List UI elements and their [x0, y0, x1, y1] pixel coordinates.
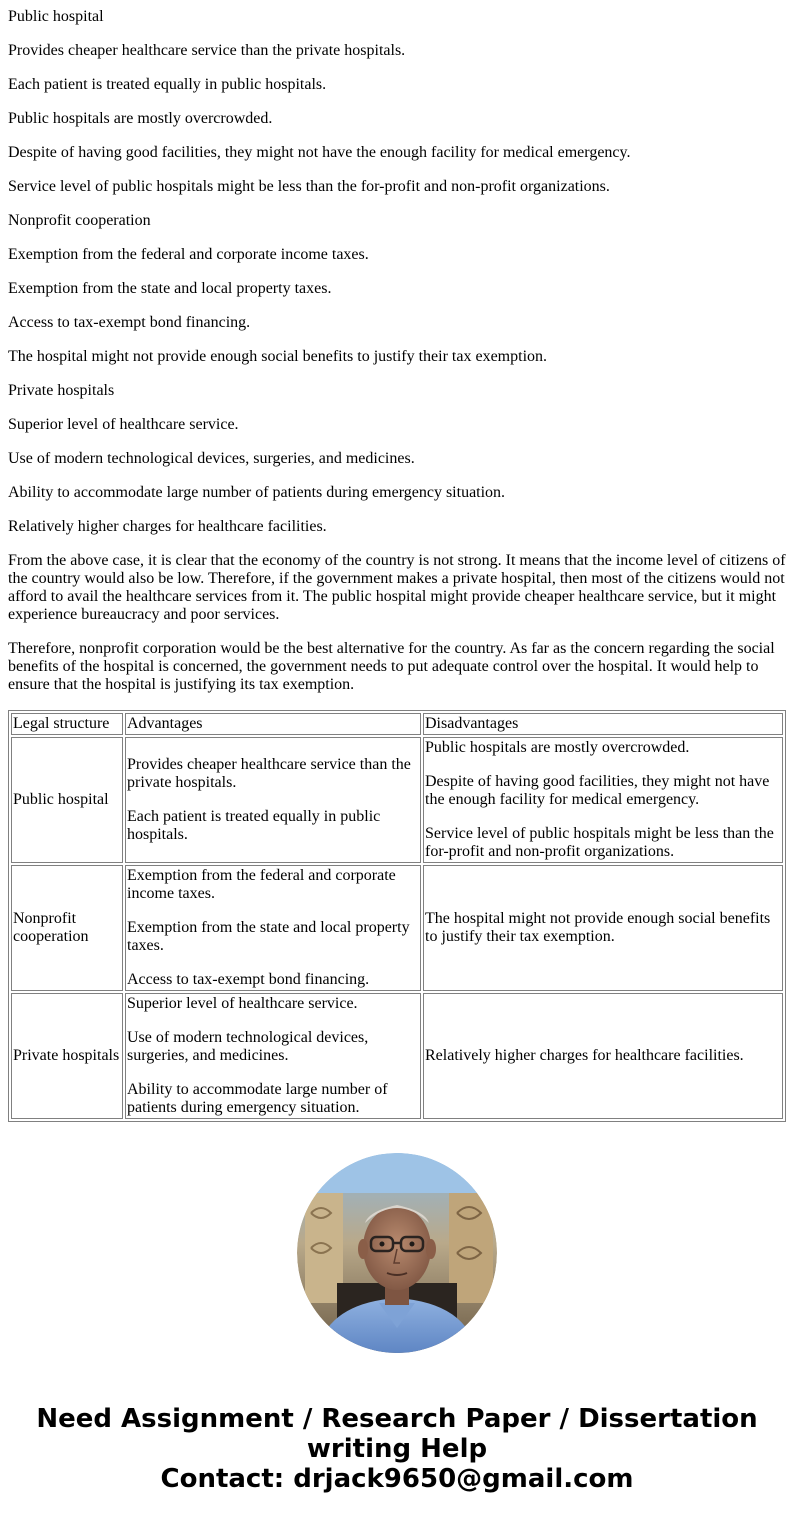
table-row — [11, 865, 783, 991]
paragraph: Despite of having good facilities, they might not have the enough facility for medical emergency. — [8, 144, 631, 161]
advantage-item: Provides cheaper healthcare service than the private hospitals. — [127, 756, 411, 791]
advantages-cell — [125, 993, 421, 1119]
table-header-cell: Disadvantages — [423, 713, 783, 735]
advantage-item: Superior level of healthcare service. — [127, 995, 358, 1012]
disadvantages-cell — [423, 993, 783, 1119]
contact-email: Contact: drjack9650@gmail.com — [160, 1464, 634, 1494]
advantage-item: Each patient is treated equally in public hospitals. — [127, 808, 381, 843]
table-header-cell: Legal structure — [11, 713, 123, 735]
cta-line: Need Assignment / Research Paper / Dissertation — [36, 1404, 758, 1434]
paragraph: Therefore, nonprofit corporation would be the best alternative for the country. As far as the concern regarding the social benefits of the hospital is concerned, the government needs to put adequate control over the hospital. It would help to ensure that the hospital is justifying its tax exemption. — [8, 640, 775, 693]
paragraph: Each patient is treated equally in public hospitals. — [8, 76, 327, 93]
cta-line: writing Help — [306, 1434, 488, 1464]
author-photo — [297, 1153, 497, 1353]
structure-cell: Private hospitals — [11, 993, 123, 1119]
advantage-item: Use of modern technological devices, surgeries, and medicines. — [127, 1029, 369, 1064]
paragraph: Relatively higher charges for healthcare facilities. — [8, 518, 327, 535]
paragraph: Nonprofit cooperation — [8, 212, 151, 229]
table-row — [11, 993, 783, 1119]
disadvantage-item: Despite of having good facilities, they might not have the enough facility for medical emergency. — [425, 773, 770, 808]
advantages-cell — [125, 737, 421, 863]
advantage-item: Access to tax-exempt bond financing. — [127, 971, 370, 988]
paragraph: Superior level of healthcare service. — [8, 416, 239, 433]
paragraph: Service level of public hospitals might be less than the for-profit and non-profit organizations. — [8, 178, 610, 195]
paragraph: Exemption from the federal and corporate income taxes. — [8, 246, 369, 263]
paragraph: From the above case, it is clear that the economy of the country is not strong. It means that the income level of citizens of the country would also be low. Therefore, if the government makes a private hospital, then most of the citizens would not afford to avail the healthcare services from it. The public hospital might provide cheaper healthcare service, but it might experience bureaucracy and poor services. — [8, 552, 786, 623]
advantage-item: Ability to accommodate large number of patients during emergency situation. — [127, 1081, 388, 1116]
paragraph: The hospital might not provide enough social benefits to justify their tax exemption. — [8, 348, 548, 365]
comparison-table — [8, 710, 786, 1122]
paragraph: Ability to accommodate large number of patients during emergency situation. — [8, 484, 506, 501]
structure-cell: Public hospital — [11, 737, 123, 863]
advantages-cell — [125, 865, 421, 991]
contact-banner — [0, 1404, 794, 1494]
advantage-item: Exemption from the federal and corporate income taxes. — [127, 867, 396, 902]
advantage-item: Exemption from the state and local property taxes. — [127, 919, 410, 954]
author-avatar — [297, 1153, 497, 1353]
paragraph: Provides cheaper healthcare service than the private hospitals. — [8, 42, 406, 59]
disadvantage-item: The hospital might not provide enough social benefits to justify their tax exemption. — [425, 910, 771, 945]
paragraph: Public hospital — [8, 8, 104, 25]
disadvantage-item: Relatively higher charges for healthcare facilities. — [425, 1047, 744, 1064]
disadvantage-item: Service level of public hospitals might be less than the for-profit and non-profit organizations. — [425, 825, 774, 860]
table-row — [11, 737, 783, 863]
structure-cell: Nonprofit cooperation — [11, 865, 123, 991]
disadvantages-cell — [423, 865, 783, 991]
table-header-cell: Advantages — [125, 713, 421, 735]
paragraph: Exemption from the state and local property taxes. — [8, 280, 332, 297]
paragraph: Private hospitals — [8, 382, 115, 399]
table-header-row — [11, 713, 783, 735]
disadvantage-item: Public hospitals are mostly overcrowded. — [425, 739, 690, 756]
paragraph: Access to tax-exempt bond financing. — [8, 314, 251, 331]
disadvantages-cell — [423, 737, 783, 863]
paragraph: Use of modern technological devices, surgeries, and medicines. — [8, 450, 415, 467]
paragraph: Public hospitals are mostly overcrowded. — [8, 110, 273, 127]
